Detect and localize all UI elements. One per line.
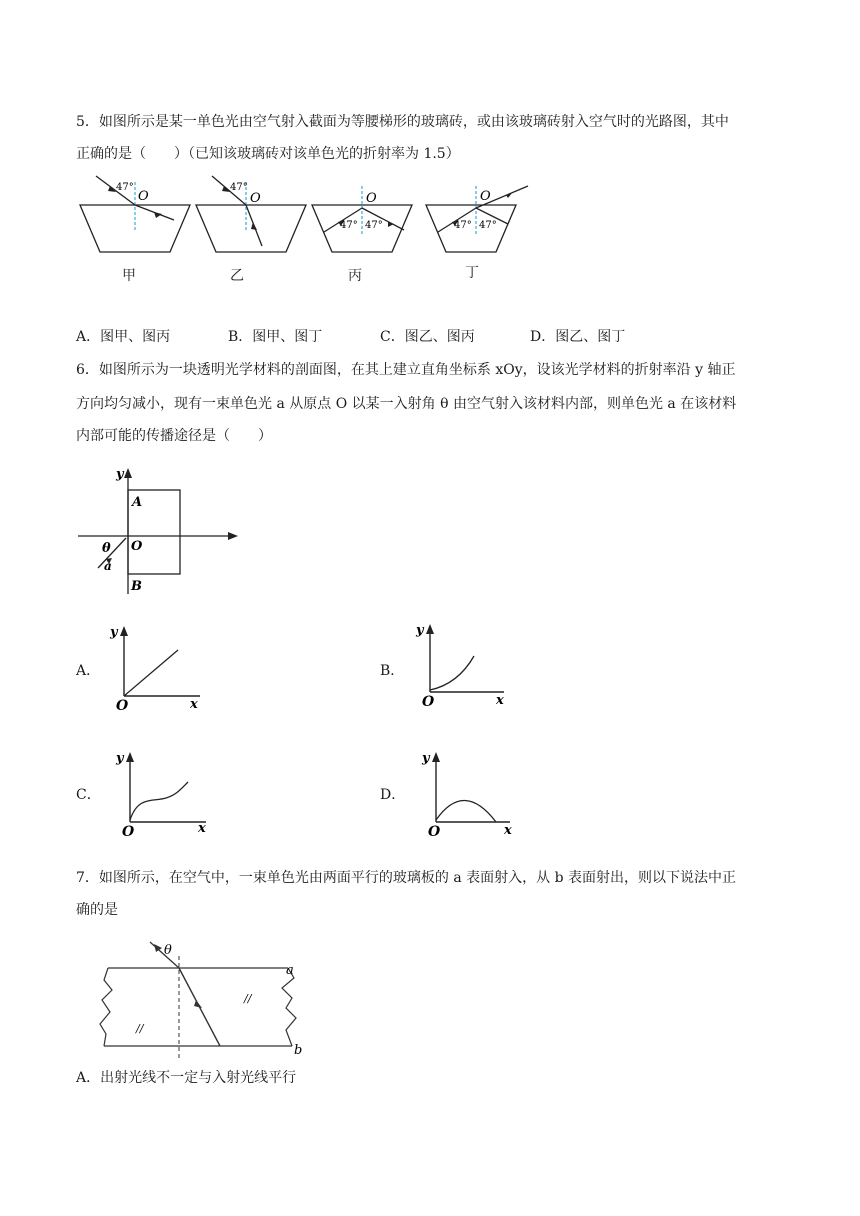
q5-option-b[interactable]: B．图甲、图丁 (228, 329, 323, 345)
q5-stem-line1: 5．如图所示是某一单色光由空气射入截面为等腰梯形的玻璃砖，或由该玻璃砖射入空气时的光路图，其中 (76, 114, 729, 130)
q5-stem-line2: 正确的是（ ）（已知该玻璃砖对该单色光的折射率为 1.5） (76, 146, 460, 162)
svg-text:b: b (294, 1043, 303, 1058)
svg-text:θ: θ (164, 943, 172, 958)
q5-figure-yi (194, 172, 314, 272)
q6-option-a[interactable]: A． (76, 663, 101, 679)
q7-stem-line1: 7．如图所示，在空气中，一束单色光由两面平行的玻璃板的 a 表面射入，从 b 表面射出，则以下说法中正 (76, 870, 737, 886)
svg-text:y: y (116, 751, 124, 766)
svg-text:O: O (366, 191, 377, 206)
q6-option-a-graph (110, 620, 212, 714)
svg-text:47°: 47° (479, 220, 497, 231)
svg-text:y: y (416, 623, 424, 638)
svg-text:O: O (428, 824, 441, 840)
svg-text:O: O (138, 189, 149, 204)
q5-option-d[interactable]: D．图乙、图丁 (530, 329, 626, 345)
svg-text:B: B (131, 579, 142, 594)
q5-figure-bing (310, 172, 430, 272)
svg-text:A: A (132, 495, 143, 510)
svg-text:x: x (504, 823, 512, 838)
svg-text:y: y (422, 751, 430, 766)
q6-stem-line1: 6．如图所示为一块透明光学材料的剖面图，在其上建立直角坐标系 xOy，设该光学材料的折射率沿 y 轴正 (76, 362, 736, 378)
svg-text:47°: 47° (116, 182, 134, 193)
svg-text:O: O (122, 824, 135, 840)
q6-option-c-graph (116, 746, 218, 840)
svg-text:y: y (116, 467, 124, 482)
q6-stem-line3: 内部可能的传播途径是（ ） (76, 428, 272, 444)
svg-text://: // (244, 992, 252, 1005)
q7-option-a[interactable]: A．出射光线不一定与入射光线平行 (76, 1070, 297, 1086)
q5-label-bing: 丙 (348, 268, 362, 284)
q6-material-figure (76, 466, 246, 606)
svg-text:a: a (104, 559, 112, 573)
svg-text:y: y (110, 625, 118, 640)
q5-figure-ding (424, 172, 544, 272)
svg-text:x: x (198, 821, 206, 836)
svg-text:x: x (190, 697, 198, 712)
svg-text:O: O (480, 189, 491, 204)
q5-label-jia: 甲 (122, 268, 136, 284)
q7-stem-line2: 确的是 (76, 902, 118, 918)
q6-option-c[interactable]: C． (76, 787, 101, 803)
svg-text:47°: 47° (340, 220, 358, 231)
svg-text:47°: 47° (230, 182, 248, 193)
q5-label-ding: 丁 (465, 265, 479, 281)
svg-text://: // (136, 1022, 144, 1035)
q5-option-c[interactable]: C．图乙、图丙 (380, 329, 475, 345)
svg-text:a: a (286, 963, 294, 978)
svg-text:O: O (116, 698, 129, 714)
svg-text:O: O (131, 539, 143, 554)
q6-option-b-graph (418, 618, 518, 708)
svg-text:47°: 47° (365, 220, 383, 231)
q6-stem-line2: 方向均匀减小，现有一束单色光 a 从原点 O 以某一入射角 θ 由空气射入该材料内部，则单色光 a 在该材料 (76, 396, 737, 412)
q5-label-yi: 乙 (230, 268, 244, 284)
q5-figure-jia (78, 172, 198, 272)
q5-option-a[interactable]: A．图甲、图丙 (76, 329, 171, 345)
svg-text:47°: 47° (454, 220, 472, 231)
q6-option-b[interactable]: B． (380, 663, 405, 679)
q7-glass-plate-figure (96, 934, 336, 1064)
svg-text:O: O (422, 694, 435, 710)
q6-option-d[interactable]: D． (380, 787, 406, 803)
q6-option-d-graph (422, 746, 524, 840)
svg-text:O: O (250, 191, 261, 206)
svg-text:x: x (496, 693, 504, 708)
svg-text:θ: θ (102, 541, 111, 556)
